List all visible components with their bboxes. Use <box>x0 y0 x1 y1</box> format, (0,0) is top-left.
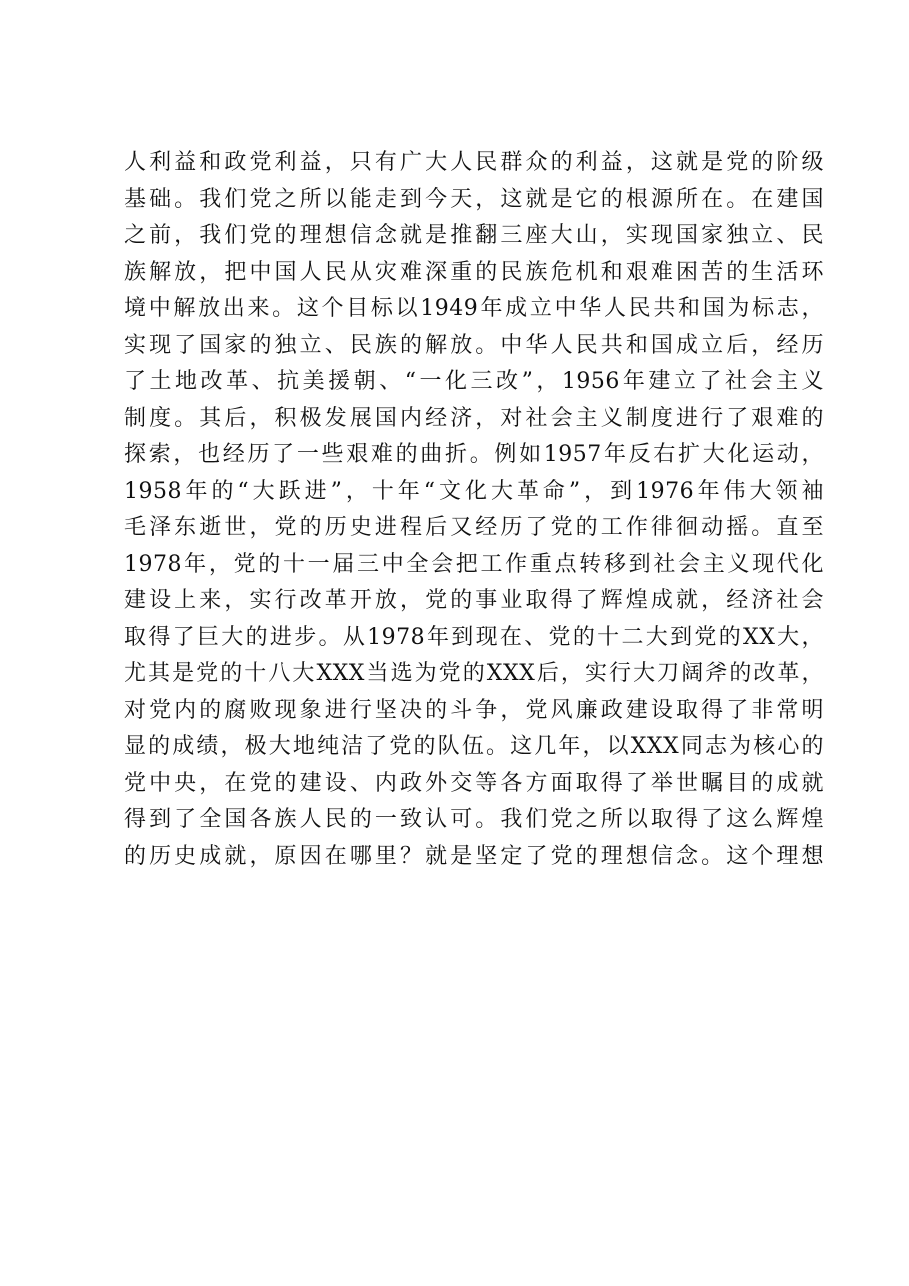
text-line: 显的成绩，极大地纯洁了党的队伍。这几年，以XXX同志为核心的 <box>124 734 824 759</box>
text-line: 毛泽东逝世，党的历史进程后又经历了党的工作徘徊动摇。直至 <box>124 515 824 540</box>
text-line: 取得了巨大的进步。从1978年到现在、党的十二大到党的XX大， <box>124 624 824 650</box>
text-line: 人利益和政党利益，只有广大人民群众的利益，这就是党的阶级 <box>124 150 824 175</box>
text-line: 1978年，党的十一届三中全会把工作重点转移到社会主义现代化 <box>124 551 824 577</box>
text-line: 了土地改革、抗美援朝、“一化三改”，1956年建立了社会主义 <box>124 369 824 394</box>
text-line: 制度。其后，积极发展国内经济，对社会主义制度进行了艰难的 <box>124 405 824 431</box>
text-line: 对党内的腐败现象进行坚决的斗争，党风廉政建设取得了非常明 <box>124 697 824 723</box>
text-line: 1958年的“大跃进”，十年“文化大革命”，到1976年伟大领袖 <box>124 478 824 504</box>
text-line: 实现了国家的独立、民族的解放。中华人民共和国成立后，经历 <box>124 332 824 358</box>
text-line: 族解放，把中国人民从灾难深重的民族危机和艰难困苦的生活环 <box>124 259 824 285</box>
text-line: 尤其是党的十八大XXX当选为党的XXX后，实行大刀阔斧的改革， <box>124 661 824 686</box>
text-line: 党中央，在党的建设、内政外交等各方面取得了举世瞩目的成就 <box>124 770 824 796</box>
text-line: 得到了全国各族人民的一致认可。我们党之所以取得了这么辉煌 <box>124 807 824 832</box>
text-line: 之前，我们党的理想信念就是推翻三座大山，实现国家独立、民 <box>124 223 824 248</box>
text-line: 境中解放出来。这个目标以1949年成立中华人民共和国为标志， <box>124 296 824 321</box>
body-text <box>124 145 824 875</box>
text-line: 建设上来，实行改革开放，党的事业取得了辉煌成就，经济社会 <box>124 588 824 613</box>
text-line: 探索，也经历了一些艰难的曲折。例如1957年反右扩大化运动， <box>124 442 824 467</box>
text-line: 基础。我们党之所以能走到今天，这就是它的根源所在。在建国 <box>124 186 824 212</box>
text-line: 的历史成就，原因在哪里？就是坚定了党的理想信念。这个理想 <box>124 843 824 869</box>
